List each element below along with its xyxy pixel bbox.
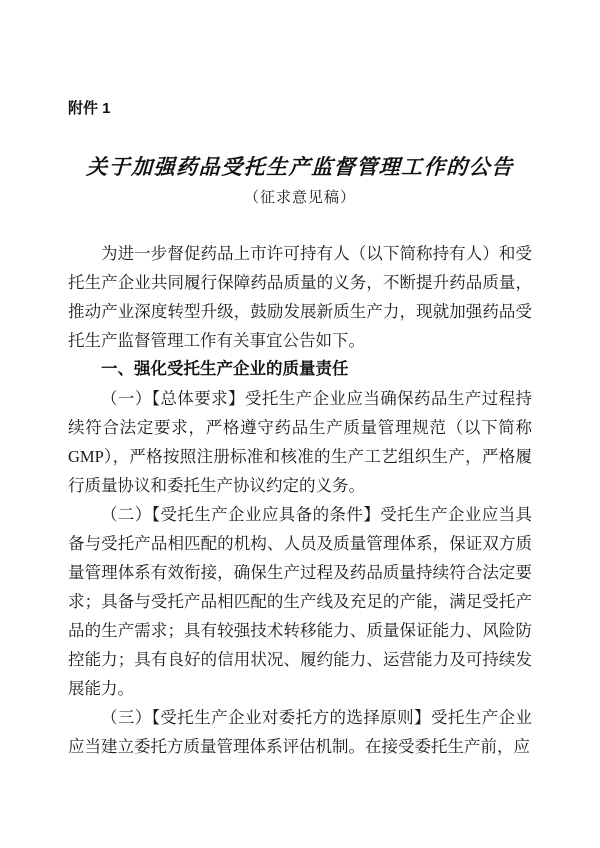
item-1-tag: 【总体要求】 [151, 389, 245, 408]
announcement-item-1 [68, 384, 532, 500]
attachment-label: 附件 1 [68, 100, 111, 117]
intro-paragraph: 为进一步督促药品上市许可持有人（以下简称持有人）和受托生产企业共同履行保障药品质量的义务，不断提升药品质量，推动产业深度转型升级，鼓励发展新质生产力，现就加强药品受托生产监督管理工作有关事宜公告如下。 [68, 244, 532, 350]
announcement-item-2 [68, 500, 532, 703]
item-2-label: （二） [101, 505, 152, 524]
announcement-item-3 [68, 703, 532, 761]
item-2-tag: 【受托生产企业应具备的条件】 [151, 505, 381, 524]
item-3-tag: 【受托生产企业对委托方的选择原则】 [151, 708, 431, 727]
item-1-label: （一） [101, 389, 152, 408]
item-3-text: 受托生产企业应当建立委托方质量管理体系评估机制。在接受委托生产前，应 [68, 708, 533, 756]
document-subtitle: （征求意见稿） [243, 190, 356, 206]
section-heading: 一、强化受托生产企业的质量责任 [101, 360, 349, 378]
document-title: 关于加强药品受托生产监督管理工作的公告 [85, 155, 515, 179]
item-3-label: （三） [101, 708, 152, 727]
document-body [68, 239, 532, 761]
item-2-text: 受托生产企业应当具备与受托产品相匹配的机构、人员及质量管理体系，保证双方质量管理体系有效衔接，确保生产过程及药品质量持续符合法定要求；具备与受托产品相匹配的生产线及充足的产能，满足受托产品的生产需求；具有较强技术转移能力、质量保证能力、风险防控能力；具有良好的信用状况、履约能力、运营能力及可持续发展能力。 [68, 505, 533, 698]
item-1-text: 受托生产企业应当确保药品生产过程持续符合法定要求，严格遵守药品生产质量管理规范（以下简称GMP），严格按照注册标准和核准的生产工艺组织生产，严格履行质量协议和委托生产协议约定的义务。 [68, 389, 533, 495]
